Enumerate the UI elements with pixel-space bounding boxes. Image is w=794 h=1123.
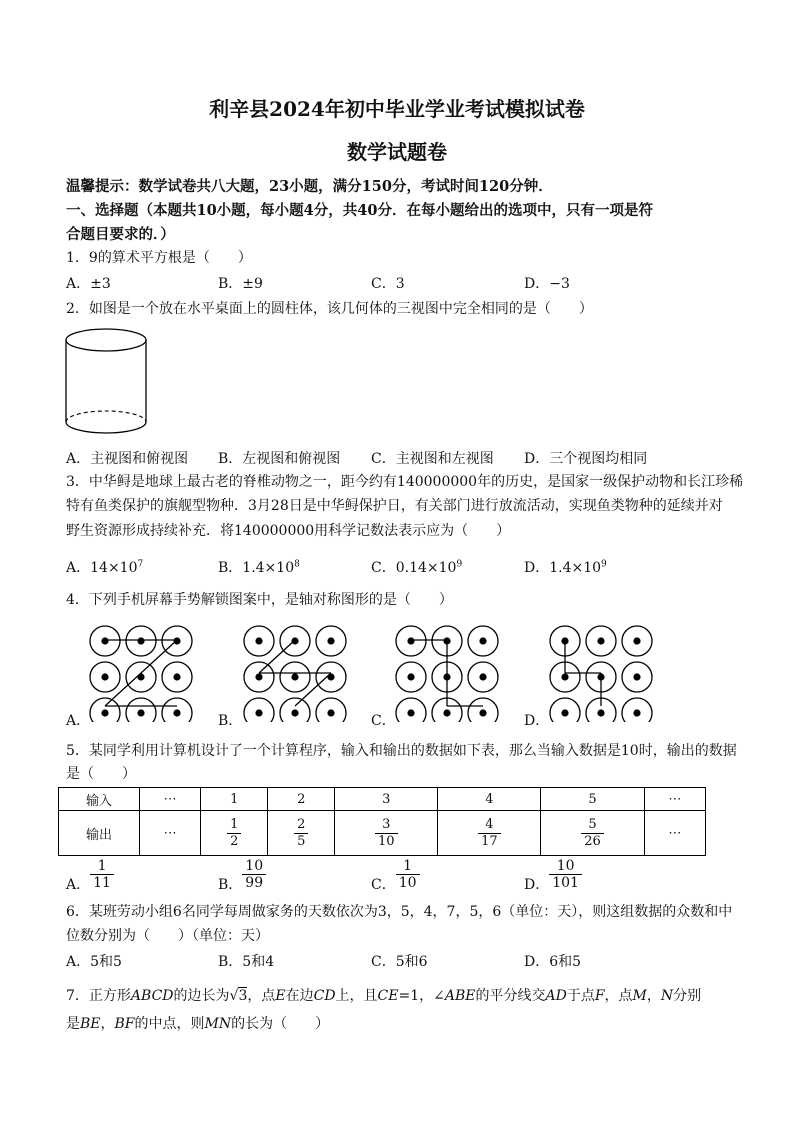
grid-node-dot	[443, 637, 450, 644]
grid-node-dot	[137, 637, 144, 644]
unlock-pattern-b	[240, 622, 350, 722]
q1-option-d: D．−3	[524, 276, 570, 292]
q2-stem: 2．如图是一个放在水平桌面上的圆柱体，该几何体的三视图中完全相同的是（ ）	[66, 301, 593, 317]
paper-subtitle: 数学试题卷	[347, 140, 447, 164]
grid-node-dot	[407, 637, 414, 644]
grid-node-dot	[327, 673, 334, 680]
table-cell	[268, 811, 335, 856]
q6-option-c: C．5和6	[371, 954, 428, 970]
table-header-output: 输出	[59, 811, 140, 856]
grid-node-dot	[633, 637, 640, 644]
fraction: $\frac{2}{5}$	[294, 817, 308, 850]
grid-node-dot	[101, 673, 108, 680]
q5-option-b: B． $\frac{10}{99}$	[218, 858, 266, 891]
grid-node-dot	[137, 673, 144, 680]
grid-node-dot	[173, 673, 180, 680]
fraction: $\frac{10}{99}$	[242, 858, 266, 891]
q5-option-c: C． $\frac{1}{10}$	[371, 858, 420, 891]
table-cell: ⋯	[644, 811, 705, 856]
fraction: $\frac{1}{10}$	[396, 858, 420, 891]
grid-node-dot	[633, 709, 640, 716]
unlock-pattern-c	[392, 622, 502, 722]
grid-node-dot	[291, 637, 298, 644]
table-cell: ⋯	[140, 788, 201, 811]
fraction: $\frac{5}{26}$	[581, 817, 604, 850]
grid-node-dot	[101, 709, 108, 716]
fraction: $\frac{3}{10}$	[375, 817, 398, 850]
grid-node-dot	[101, 637, 108, 644]
q5-line1: 5．某同学利用计算机设计了一个计算程序，输入和输出的数据如下表，那么当输入数据是10时，输出的数据	[66, 743, 737, 759]
q6-option-d: D．6和5	[524, 954, 582, 970]
cylinder-figure	[60, 324, 156, 442]
q3-line2: 特有鱼类保护的旗舰型物种．3月28日是中华鲟保护日，有关部门进行放流活动，实现鱼类物种的延续并对	[66, 498, 723, 514]
grid-node-dot	[633, 673, 640, 680]
table-row-input	[59, 788, 706, 811]
section1-line1: 一、选择题（本题共10小题，每小题4分，共40分．在每小题给出的选项中，只有一项是符	[66, 202, 653, 219]
grid-node-dot	[597, 709, 604, 716]
table-cell: 1	[201, 788, 268, 811]
q2-option-b: B．左视图和俯视图	[218, 451, 341, 467]
q1-stem: 1．9的算术平方根是（ ）	[66, 250, 252, 266]
q7-line1: 7．正方形ABCD的边长为√3，点E在边CD上，且CE=1，∠ABE的平分线交AD于点F，点M，N分别	[66, 988, 702, 1004]
q6-line1: 6．某班劳动小组6名同学每周做家务的天数依次为3，5，4，7，5，6（单位：天），则这组数据的众数和中	[66, 904, 733, 920]
table-header-input: 输入	[59, 788, 140, 811]
q1-option-a: A．±3	[66, 276, 111, 292]
table-row-output	[59, 811, 706, 856]
grid-node-dot	[255, 673, 262, 680]
table-cell: ⋯	[644, 788, 705, 811]
fraction: $\frac{1}{11}$	[90, 858, 114, 891]
q2-option-a: A．主视图和俯视图	[66, 451, 189, 467]
q4-label-c: C．	[371, 713, 396, 729]
grid-node-dot	[479, 637, 486, 644]
grid-node-dot	[291, 709, 298, 716]
grid-node-dot	[597, 637, 604, 644]
grid-node-dot	[561, 673, 568, 680]
grid-node-dot	[407, 673, 414, 680]
grid-node-dot	[255, 709, 262, 716]
grid-node-dot	[479, 673, 486, 680]
table-cell: ⋯	[140, 811, 201, 856]
table-cell	[438, 811, 541, 856]
unlock-pattern-d	[546, 622, 656, 722]
q5-line2: 是（ ）	[66, 766, 136, 782]
q3-line1: 3．中华鲟是地球上最古老的脊椎动物之一，距今约有140000000年的历史，是国家一级保护动物和长江珍稀	[66, 474, 744, 490]
q5-option-d: D． $\frac{10}{101}$	[524, 858, 582, 891]
q6-option-b: B．5和4	[218, 954, 275, 970]
q2-option-d: D．三个视图均相同	[524, 451, 648, 467]
grid-node-dot	[443, 673, 450, 680]
q4-stem: 4．下列手机屏幕手势解锁图案中，是轴对称图形的是（ ）	[66, 592, 453, 608]
table-cell	[541, 811, 644, 856]
grid-node-dot	[327, 637, 334, 644]
fraction: $\frac{4}{17}$	[478, 817, 501, 850]
fraction: $\frac{1}{2}$	[227, 817, 241, 850]
q6-option-a: A．5和5	[66, 954, 122, 970]
grid-node-dot	[597, 673, 604, 680]
table-cell: 4	[438, 788, 541, 811]
unlock-pattern-a	[86, 622, 196, 722]
grid-node-dot	[137, 709, 144, 716]
q3-option-b: B．$1.4\times 10^8$	[218, 559, 300, 576]
q1-option-c: C．3	[371, 276, 405, 292]
q3-option-a: A．$14\times 10^7$	[66, 559, 144, 576]
q5-option-a: A． $\frac{1}{11}$	[66, 858, 114, 891]
table-cell: 2	[268, 788, 335, 811]
grid-node-dot	[255, 637, 262, 644]
grid-node-dot	[291, 673, 298, 680]
grid-node-dot	[173, 709, 180, 716]
grid-node-dot	[443, 709, 450, 716]
q4-label-d: D．	[524, 713, 550, 729]
q7-line2: 是BE，BF的中点，则MN的长为（ ）	[66, 1016, 330, 1032]
grid-node-dot	[561, 709, 568, 716]
grid-node-dot	[479, 709, 486, 716]
table-cell: 3	[335, 788, 438, 811]
exam-title: 利辛县2024年初中毕业学业考试模拟试卷	[209, 97, 585, 121]
io-table	[58, 787, 706, 856]
grid-node-dot	[407, 709, 414, 716]
table-cell	[201, 811, 268, 856]
q4-label-a: A．	[66, 713, 91, 729]
q4-label-b: B．	[218, 713, 243, 729]
grid-node-dot	[327, 709, 334, 716]
fraction: $\frac{10}{101}$	[549, 858, 582, 891]
q1-option-b: B．±9	[218, 276, 263, 292]
grid-node-dot	[173, 637, 180, 644]
q2-option-c: C．主视图和左视图	[371, 451, 494, 467]
q3-option-d: D．$1.4\times 10^9$	[524, 559, 607, 576]
q6-line2: 位数分别为（ ）（单位：天）	[66, 928, 269, 944]
table-cell: 5	[541, 788, 644, 811]
q3-line3: 野生资源形成持续补充．将140000000用科学记数法表示应为（ ）	[66, 523, 511, 539]
notice: 温馨提示：数学试卷共八大题，23小题，满分150分，考试时间120分钟．	[66, 178, 553, 195]
section1-line2: 合题目要求的．）	[66, 226, 175, 243]
q3-option-c: C．$0.14\times 10^9$	[371, 559, 463, 576]
grid-node-dot	[561, 637, 568, 644]
table-cell	[335, 811, 438, 856]
